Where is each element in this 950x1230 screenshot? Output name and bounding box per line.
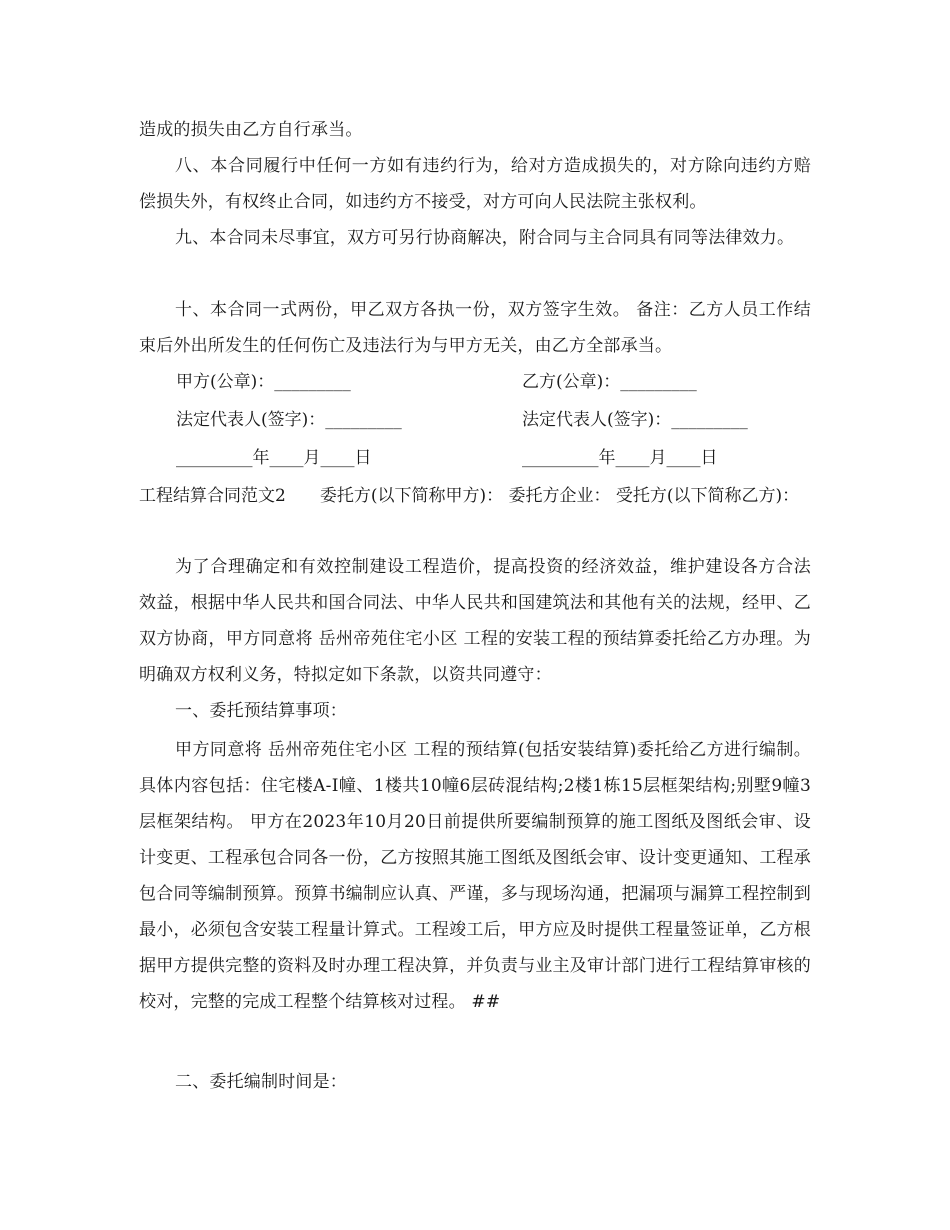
intro-paragraph: 为了合理确定和有效控制建设工程造价，提高投资的经济效益，维护建设各方合法效益，根据中华人民共和国合同法、中华人民共和国建筑法和其他有关的法规，经甲、乙双方协商，甲方同意将 岳州帝苑住宅小区 工程的安装工程的预结算委托给乙方办理。为明确双方权利义务，特拟定如下条款，以资共同遵守： <box>139 557 811 685</box>
clause-9: 九、本合同未尽事宜，双方可另行协商解决，附合同与主合同具有同等法律效力。 <box>175 228 795 248</box>
section-1-body: 甲方同意将 岳州帝苑住宅小区 工程的预结算(包括安装结算)委托给乙方进行编制。具体内容包括：住宅楼A-Ⅰ幢、1楼共10幢6层砖混结构;2楼1栋15层框架结构;别墅9幢3层框架结构。 甲方在2023年10月20日前提供所要编制预算的施工图纸及图纸会审、设计变更、工程承包合同各一份，乙方按照其施工图纸及图纸会审、设计变更通知、工程承包合同等编制预算。预算书编制应认真、严谨，多与现场沟通，把漏项与漏算工程控制到最小，必须包含安装工程量计算式。工程竣工后，甲方应及时提供工程量签证单，乙方根据甲方提供完整的资料及时办理工程决算，并负责与业主及审计部门进行工程结算审核的校对，完整的完成工程整个结算核对过程。 ## <box>139 740 811 1012</box>
sample-2-heading: 工程结算合同范文2 委托方(以下简称甲方)： 委托方企业： 受托方(以下简称乙方)： <box>139 486 800 506</box>
section-2-heading: 二、委托编制时间是： <box>175 1072 347 1092</box>
party-b-date: _________年____月____日 <box>522 448 718 468</box>
party-b-representative: 法定代表人(签字)：_________ <box>522 410 748 430</box>
party-b-seal: 乙方(公章)：_________ <box>522 372 697 392</box>
party-a-date: _________年____月____日 <box>176 448 372 468</box>
clause-8: 八、本合同履行中任何一方如有违约行为，给对方造成损失的，对方除向违约方赔偿损失外，有权终止合同，如违约方不接受，对方可向人民法院主张权利。 <box>139 156 811 212</box>
party-a-seal: 甲方(公章)：_________ <box>176 372 351 392</box>
seal-row <box>0 364 950 400</box>
representative-row <box>0 402 950 438</box>
party-a-representative: 法定代表人(签字)：_________ <box>176 410 402 430</box>
clause-10: 十、本合同一式两份，甲乙双方各执一份，双方签字生效。 备注：乙方人员工作结束后外出所发生的任何伤亡及违法行为与甲方无关，由乙方全部承当。 <box>139 300 811 356</box>
section-1-heading: 一、委托预结算事项： <box>175 701 347 721</box>
paragraph-damage: 造成的损失由乙方自行承当。 <box>139 120 363 140</box>
date-row <box>0 440 950 476</box>
